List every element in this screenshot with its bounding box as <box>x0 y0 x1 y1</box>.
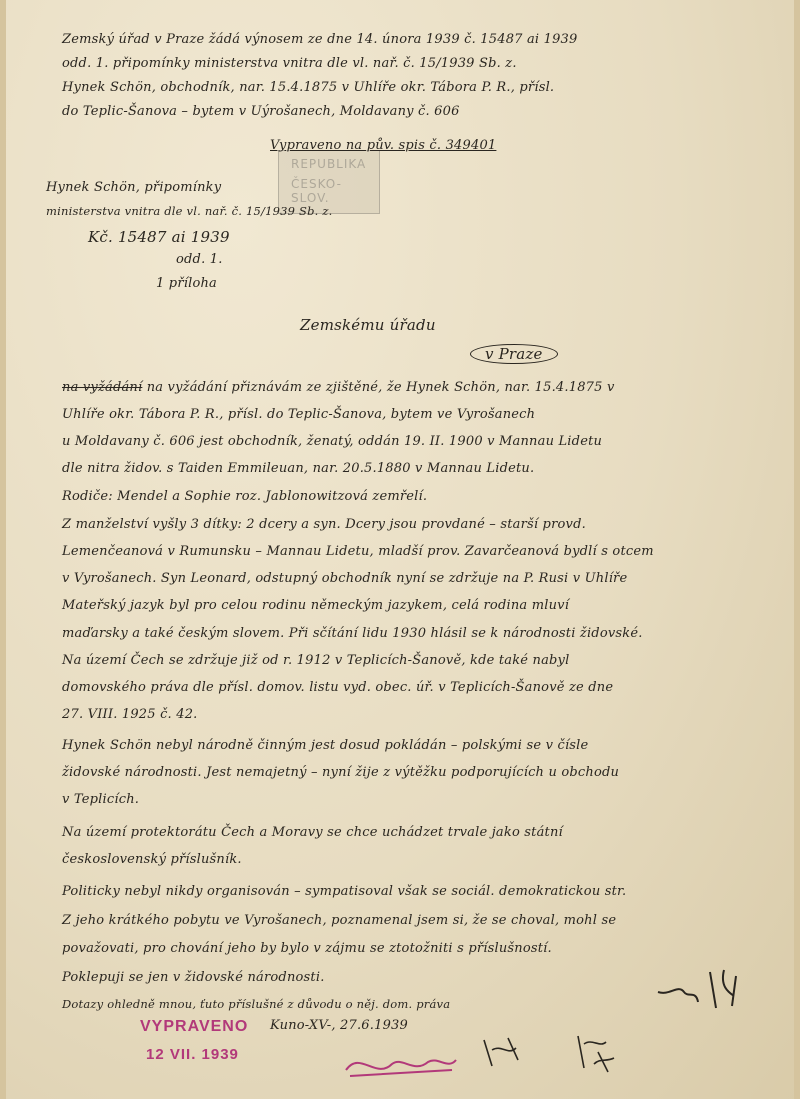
faded-registry-stamp: REPUBLIKA ČESKO-SLOV. <box>278 150 380 214</box>
vypraveno-stamp-date: 12 VII. 1939 <box>146 1046 239 1063</box>
body-line: maďarsky a také českým slovem. Při sčítání lidu 1930 hlásil se k národnosti židovské. <box>62 626 643 641</box>
body-line: židovské národnosti. Jest nemajetný – nyní žije z výtěžku podporujících u obchodu <box>62 765 620 780</box>
paper-right-edge <box>794 0 800 1099</box>
attachment-count: 1 příloha <box>156 276 218 291</box>
vypraveno-stamp: VYPRAVENO <box>140 1018 249 1035</box>
body-line: československý příslušník. <box>62 852 242 867</box>
reference-dept: odd. 1. <box>176 252 223 267</box>
initials-2 <box>570 1028 620 1078</box>
body-line: Na území protektorátu Čech a Moravy se chce uchádzet trvale jako státní <box>62 825 563 840</box>
paper-left-edge <box>0 0 6 1099</box>
footer-date: Kuno-XV-, 27.6.1939 <box>270 1018 408 1033</box>
body-line: Z manželství vyšly 3 dítky: 2 dcery a syn. Dcery jsou provdané – starší provd. <box>62 517 586 532</box>
reference-line-1: Hynek Schön, připomínky <box>46 180 222 195</box>
reference-line-2: ministerstva vnitra dle vl. nař. č. 15/1939 Sb. z. <box>46 204 333 218</box>
body-line: domovského práva dle přísl. domov. listu vyd. obec. úř. v Teplicích-Šanově ze dne <box>62 680 614 695</box>
vypraveno-na-line: Vypraveno na pův. spis č. 349401 <box>270 138 497 153</box>
body-line: dle nitra židov. s Taiden Emmileuan, nar. 20.5.1880 v Mannau Lidetu. <box>62 461 535 476</box>
reference-number: Kč. 15487 ai 1939 <box>88 228 230 246</box>
body-line: Rodiče: Mendel a Sophie roz. Jablonowitzová zemřelí. <box>62 489 428 504</box>
initials-1 <box>478 1030 528 1070</box>
body-line: Poklepuji se jen v židovské národnosti. <box>62 970 325 985</box>
addressee-place: v Praze <box>470 344 558 364</box>
header-line-4: do Teplic-Šanova – bytem v Uýrošanech, Moldavany č. 606 <box>62 104 460 119</box>
body-line-text: na vyžádání přiznávám ze zjištěné, že Hynek Schön, nar. 15.4.1875 v <box>146 380 615 395</box>
footer-note: Dotazy ohledně mnou, ťuto příslušné z důvodu o něj. dom. práva <box>62 997 451 1011</box>
body-line: považovati, pro chování jeho by bylo v zájmu se ztotožniti s příslušností. <box>62 941 552 956</box>
signature-stamped <box>340 1040 460 1086</box>
body-line: v Teplicích. <box>62 792 140 807</box>
body-line: Uhlíře okr. Tábora P. R., přísl. do Teplic-Šanova, bytem ve Vyrošanech <box>62 407 536 422</box>
body-line: v Vyrošanech. Syn Leonard, odstupný obchodník nyní se zdržuje na P. Rusi v Uhlíře <box>62 571 628 586</box>
signature-main <box>650 962 760 1022</box>
header-line-2: odd. 1. připomínky ministerstva vnitra dle vl. nař. č. 15/1939 Sb. z. <box>62 56 517 71</box>
body-line <box>62 380 615 395</box>
body-line: Mateřský jazyk byl pro celou rodinu německým jazykem, celá rodina mluví <box>62 598 570 613</box>
body-line: Z jeho krátkého pobytu ve Vyrošanech, poznamenal jsem si, že se choval, mohl se <box>62 913 617 928</box>
header-line-1: Zemský úřad v Praze žádá výnosem ze dne 14. února 1939 č. 15487 ai 1939 <box>62 32 578 47</box>
addressee-title: Zemskému úřadu <box>300 316 436 334</box>
body-line: Lemenčeanová v Rumunsku – Mannau Lidetu, mladší prov. Zavarčeanová bydlí s otcem <box>62 544 654 559</box>
body-line: Hynek Schön nebyl národně činným jest dosud pokládán – polskými se v čísle <box>62 738 589 753</box>
body-line: 27. VIII. 1925 č. 42. <box>62 707 198 722</box>
body-line: u Moldavany č. 606 jest obchodník, ženatý, oddán 19. II. 1900 v Mannau Lidetu <box>62 434 603 449</box>
header-line-3: Hynek Schön, obchodník, nar. 15.4.1875 v Uhlíře okr. Tábora P. R., přísl. <box>62 80 555 95</box>
body-line: Politicky nebyl nikdy organisován – sympatisoval však se sociál. demokratickou str. <box>62 884 627 899</box>
struck-text: na vyžádání <box>62 380 143 395</box>
body-line: Na území Čech se zdržuje již od r. 1912 v Teplicích-Šanově, kde také nabyl <box>62 653 570 668</box>
